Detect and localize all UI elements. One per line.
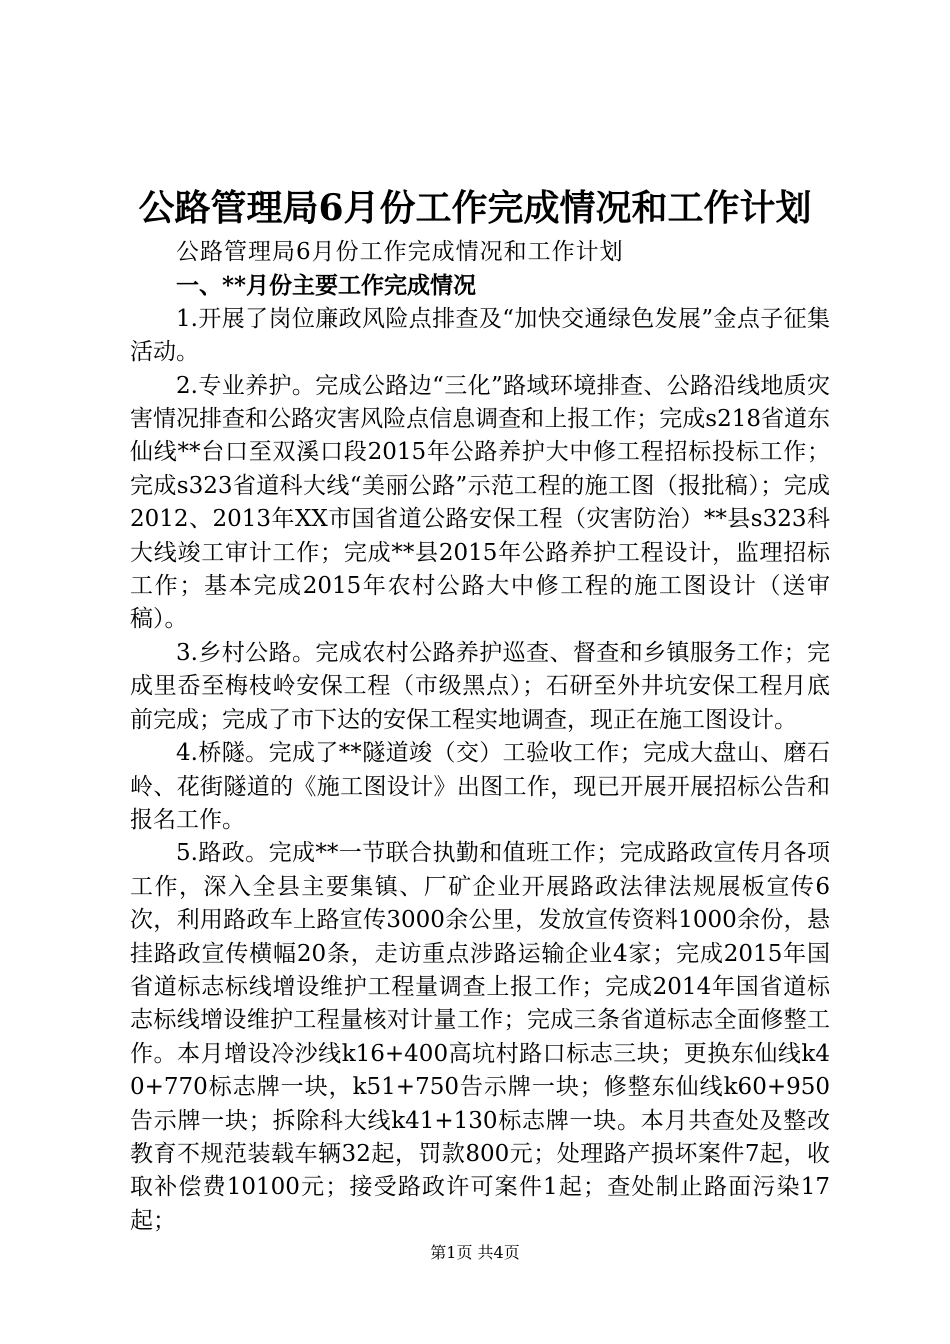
paragraph-1: 1.开展了岗位廉政风险点排查及“加快交通绿色发展”金点子征集活动。	[130, 305, 830, 366]
section-heading: 一、**月份主要工作完成情况	[176, 272, 477, 300]
page-number: 第1页 共4页	[430, 1243, 520, 1262]
page-footer	[0, 1242, 950, 1264]
document-title: 公路管理局6月份工作完成情况和工作计划	[138, 187, 812, 229]
paragraph-5: 5.路政。完成**一节联合执勤和值班工作；完成路政宣传月各项工作，深入全县主要集镇、厂矿企业开展路政法律法规展板宣传6次，利用路政车上路宣传3000余公里，发放宣传资料1000余份，悬挂路政宣传横幅20条，走访重点涉路运输企业4家；完成2015年国省道标志标线增设维护工程量调查上报工作；完成2014年国省道标志标线增设维护工程量核对计量工作；完成三条省道标志全面修整工作。本月增设冷沙线k16+400高坑村路口标志三块；更换东仙线k40+770标志牌一块，k51+750告示牌一块；修整东仙线k60+950告示牌一块；拆除科大线k41+130标志牌一块。本月共查处及整改教育不规范装载车辆32起，罚款800元；处理路产损坏案件7起，收取补偿费10100元；接受路政许可案件1起；查处制止路面污染17起；	[130, 840, 830, 1234]
document-body	[130, 236, 830, 1238]
paragraph-2: 2.专业养护。完成公路边“三化”路域环境排查、公路沿线地质灾害情况排查和公路灾害风险点信息调查和上报工作；完成s218省道东仙线**台口至双溪口段2015年公路养护大中修工程招标投标工作；完成s323省道科大线“美丽公路”示范工程的施工图（报批稿）；完成2012、2013年XX市国省道公路安保工程（灾害防治）**县s323科大线竣工审计工作；完成**县2015年公路养护工程设计，监理招标工作；基本完成2015年农村公路大中修工程的施工图设计（送审稿）。	[130, 372, 830, 633]
paragraph-4: 4.桥隧。完成了**隧道竣（交）工验收工作；完成大盘山、磨石岭、花街隧道的《施工图设计》出图工作，现已开展开展招标公告和报名工作。	[130, 740, 830, 833]
paragraph-3: 3.乡村公路。完成农村公路养护巡查、督查和乡镇服务工作；完成里岙至梅枝岭安保工程（市级黑点）；石研至外井坑安保工程月底前完成；完成了市下达的安保工程实地调查，现正在施工图设计。	[130, 639, 830, 733]
document-subtitle: 公路管理局6月份工作完成情况和工作计划	[176, 239, 624, 265]
